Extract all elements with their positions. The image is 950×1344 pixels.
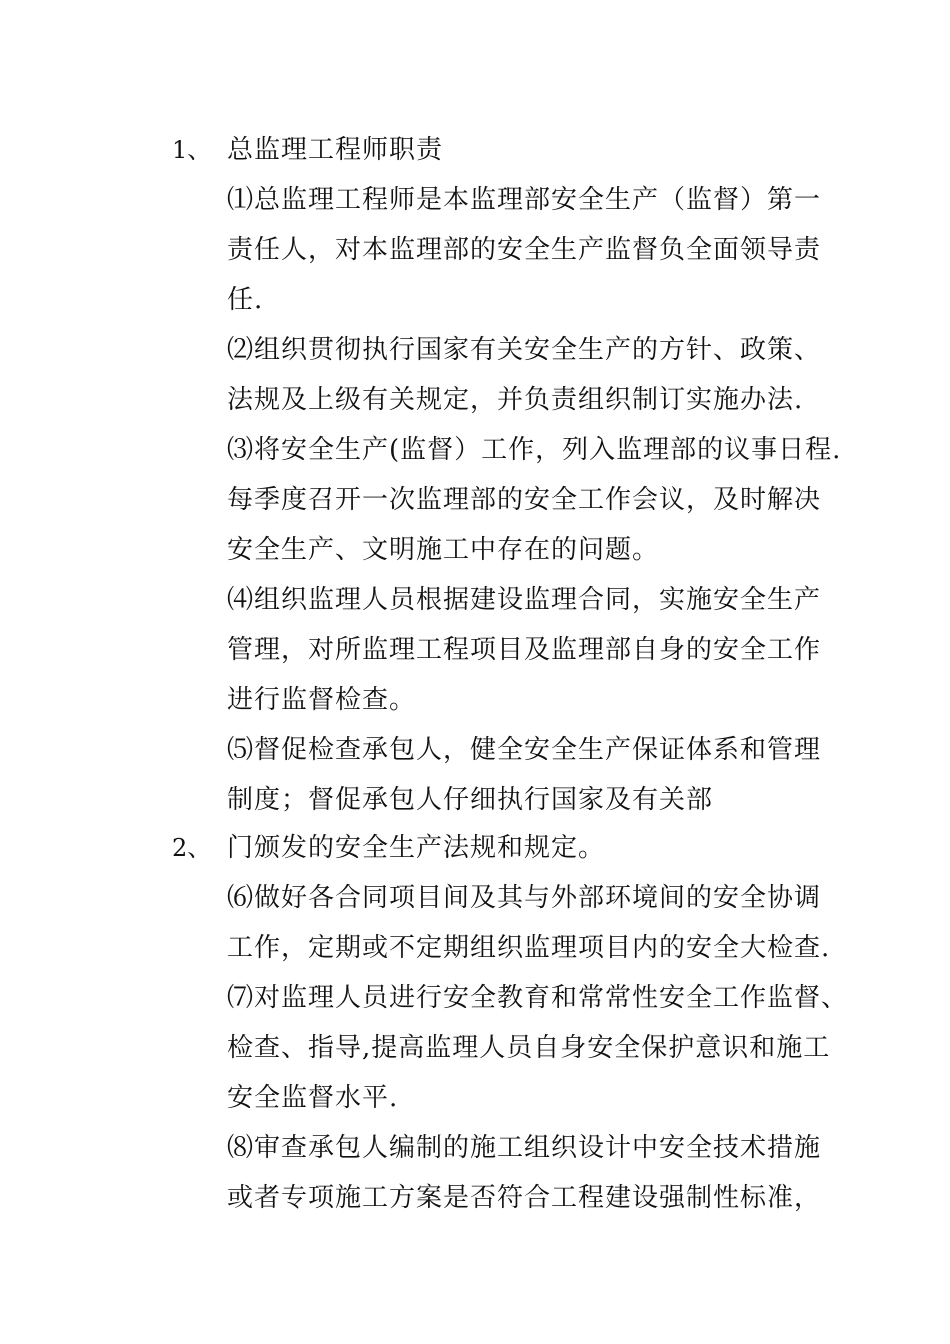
paragraph-line: ⑹做好各合同项目间及其与外部环境间的安全协调 xyxy=(227,883,822,913)
paragraph-line: 或者专项施工方案是否符合工程建设强制性标准， xyxy=(227,1183,822,1213)
paragraph-line: ⑸督促检查承包人，健全安全生产保证体系和管理 xyxy=(227,735,822,765)
paragraph-line: 安全监督水平. xyxy=(227,1083,399,1113)
section-heading: 总监理工程师职责 xyxy=(227,135,444,165)
paragraph-line: ⑷组织监理人员根据建设监理合同，实施安全生产 xyxy=(227,585,822,615)
paragraph-line: ⑴总监理工程师是本监理部安全生产（监督）第一 xyxy=(227,185,822,215)
paragraph-line: ⑶将安全生产(监督）工作，列入监理部的议事日程. xyxy=(227,435,842,465)
paragraph-line: 安全生产、文明施工中存在的问题。 xyxy=(227,535,660,565)
paragraph-line: 法规及上级有关规定，并负责组织制订实施办法. xyxy=(227,385,804,415)
paragraph-line: ⑺对监理人员进行安全教育和常常性安全工作监督、 xyxy=(227,983,849,1013)
paragraph-line: 任. xyxy=(227,285,264,315)
paragraph-line: 责任人，对本监理部的安全生产监督负全面领导责 xyxy=(227,235,822,265)
paragraph-line: 进行监督检查。 xyxy=(227,685,417,715)
section-heading: 门颁发的安全生产法规和规定。 xyxy=(227,833,606,863)
paragraph-line: 工作，定期或不定期组织监理项目内的安全大检查. xyxy=(227,933,831,963)
paragraph-line: 每季度召开一次监理部的安全工作会议，及时解决 xyxy=(227,485,822,515)
paragraph-line: ⑵组织贯彻执行国家有关安全生产的方针、政策、 xyxy=(227,335,822,365)
paragraph-line: 制度；督促承包人仔细执行国家及有关部 xyxy=(227,785,714,815)
section-number: 1、 xyxy=(172,136,212,164)
section-number: 2、 xyxy=(172,834,212,862)
paragraph-line: ⑻审查承包人编制的施工组织设计中安全技术措施 xyxy=(227,1133,822,1163)
paragraph-line: 检查、指导,提高监理人员自身安全保护意识和施工 xyxy=(227,1033,831,1063)
paragraph-line: 管理，对所监理工程项目及监理部自身的安全工作 xyxy=(227,635,822,665)
